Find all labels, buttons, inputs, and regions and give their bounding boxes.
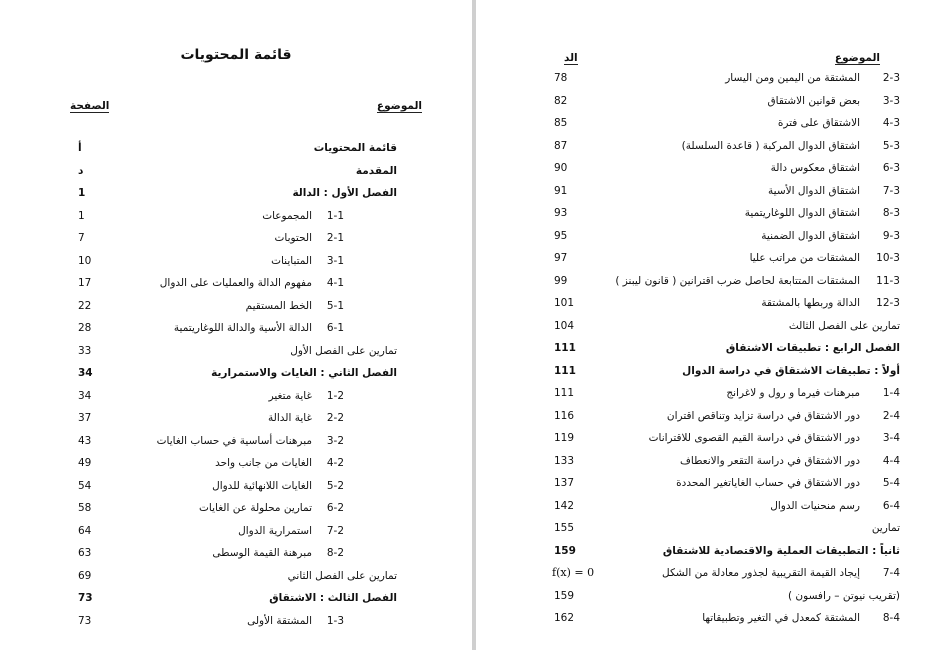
toc-page-number: 85 <box>554 117 568 129</box>
toc-section-number: 5-3 <box>882 139 900 152</box>
toc-page-number: 64 <box>78 524 92 537</box>
toc-entry <box>0 296 472 316</box>
toc-section-number: 2-3 <box>882 72 900 84</box>
toc-section-number: 3-4 <box>882 432 900 444</box>
toc-entry-title: مبرهنة القيمة الوسطى <box>212 547 312 559</box>
toc-entry-title: المقدمة <box>355 164 397 177</box>
toc-page-number: 137 <box>554 477 575 489</box>
toc-entry-title: دور الاشتقاق في دراسة القيم القصوى للاقترانات <box>648 432 860 444</box>
toc-entry <box>476 338 950 358</box>
toc-entry-title: تمارين على الفصل الأول <box>290 344 397 357</box>
toc-entry <box>476 91 950 111</box>
page-title: قائمة المحتويات <box>180 47 292 63</box>
toc-section-number: 2-4 <box>882 409 900 422</box>
toc-page-number: 159 <box>554 544 576 557</box>
toc-entry-title: (تقريب نيوتن – رافسون ) <box>788 589 900 602</box>
toc-page-number: 97 <box>554 252 568 264</box>
header-page: الصفحة <box>70 100 110 112</box>
toc-page-number: 133 <box>554 454 575 467</box>
toc-entry <box>476 181 950 201</box>
toc-section-number: 3-3 <box>882 94 900 107</box>
toc-page-number: 73 <box>78 614 92 627</box>
header-topic: الموضوع <box>834 52 880 64</box>
toc-entry-title: الاشتقاق على فترة <box>777 117 860 129</box>
toc-entry-title: المشتقات من مراتب عليا <box>749 252 860 264</box>
toc-entry <box>0 206 472 226</box>
toc-entry-title: دور الاشتقاق في دراسة التقعر والانعطاف <box>679 454 860 467</box>
toc-entry-title: تمارين محلولة عن الغايات <box>199 502 312 514</box>
toc-page-number: 111 <box>554 387 575 399</box>
toc-page-number: 63 <box>78 547 92 559</box>
toc-entry-title: إيجاد القيمة التقريبية لجذور معادلة من الشكل <box>662 567 860 579</box>
toc-page-number: أ <box>78 142 82 154</box>
toc-entry <box>0 543 472 563</box>
toc-page-number: د <box>78 164 84 177</box>
toc-entry <box>476 563 950 583</box>
toc-entry <box>476 136 950 156</box>
toc-entry-title: الفصل الأول : الدالة <box>292 187 397 199</box>
toc-section-number: 1-4 <box>882 387 900 399</box>
toc-entry <box>476 293 950 313</box>
toc-page-number: 34 <box>78 367 93 379</box>
toc-section-number: 6-4 <box>882 499 900 512</box>
toc-entry <box>0 251 472 271</box>
toc-entry <box>0 453 472 473</box>
toc-formula: f(x) = 0 <box>552 566 595 579</box>
toc-entry <box>476 271 950 291</box>
toc-page-number: 90 <box>554 162 568 174</box>
toc-page-number: 155 <box>554 522 575 534</box>
toc-entry-title: الخط المستقيم <box>245 299 312 312</box>
toc-entry-title: المشتقات المتتابعة لحاصل ضرب اقترانين ( قانون ليبنز ) <box>615 274 860 287</box>
toc-entry-title: تمارين <box>871 522 900 534</box>
toc-entry <box>0 138 472 158</box>
toc-page-number: 17 <box>78 277 92 289</box>
toc-entry-title: أولاً : تطبيقات الاشتقاق في دراسة الدوال <box>682 364 900 377</box>
toc-section-number: 10-3 <box>876 252 900 264</box>
toc-page-number: 54 <box>78 479 92 492</box>
toc-entry <box>476 473 950 493</box>
toc-section-number: 8-4 <box>882 612 900 624</box>
toc-entry-title: المجموعات <box>262 209 312 222</box>
toc-page-number: 1 <box>78 187 86 199</box>
toc-entry-title: مبرهنات أساسية في حساب الغايات <box>156 434 312 447</box>
toc-entry-title: المشتقة من اليمين ومن اليسار <box>725 72 860 84</box>
toc-section-number: 1-1 <box>326 209 344 222</box>
toc-entry <box>476 158 950 178</box>
toc-entry <box>476 361 950 381</box>
toc-entry <box>476 608 950 628</box>
toc-page-number: 95 <box>554 229 568 242</box>
toc-page-number: 78 <box>554 72 568 84</box>
toc-section-number: 2-1 <box>326 232 344 244</box>
toc-entry <box>476 68 950 88</box>
toc-section-number: 6-1 <box>326 322 344 334</box>
toc-section-number: 1-3 <box>326 614 344 627</box>
toc-entry <box>0 363 472 383</box>
toc-entry <box>476 586 950 606</box>
toc-section-number: 4-3 <box>882 117 900 129</box>
toc-entry <box>0 408 472 428</box>
toc-entry <box>476 383 950 403</box>
toc-section-number: 5-4 <box>882 477 900 489</box>
toc-page-number: 58 <box>78 502 92 514</box>
toc-entry <box>0 476 472 496</box>
toc-page-number: 101 <box>554 297 575 309</box>
toc-entry-title: المشتقة الأولى <box>247 614 312 627</box>
toc-page-number: 111 <box>554 364 576 377</box>
toc-entry-title: قائمة المحتويات <box>313 142 397 154</box>
toc-page-number: 28 <box>78 322 92 334</box>
toc-page-number: 116 <box>554 409 575 422</box>
toc-entry-title: اشتقاق الدوال اللوغاريتمية <box>744 207 860 219</box>
toc-entry-title: اشتقاق معكوس دالة <box>770 162 860 174</box>
toc-entry <box>0 521 472 541</box>
toc-section-number: 5-1 <box>326 299 344 312</box>
header-topic: الموضوع <box>376 100 422 112</box>
toc-section-number: 2-2 <box>326 412 344 424</box>
toc-section-number: 8-2 <box>326 547 344 559</box>
toc-page-number: 111 <box>554 342 576 354</box>
toc-entry <box>476 541 950 561</box>
toc-section-number: 6-3 <box>882 162 900 174</box>
toc-entry-title: مبرهنات فيرما و رول و لاغرانج <box>726 387 860 399</box>
toc-page-number: 69 <box>78 569 92 582</box>
toc-page-number: 82 <box>554 94 568 107</box>
toc-entry <box>476 518 950 538</box>
toc-entry <box>0 341 472 361</box>
toc-page-number: 22 <box>78 299 92 312</box>
toc-page-number: 162 <box>554 612 575 624</box>
toc-section-number: 7-3 <box>882 184 900 197</box>
toc-entry <box>476 226 950 246</box>
toc-page-number: 142 <box>554 499 575 512</box>
toc-section-number: 5-2 <box>326 479 344 492</box>
toc-entry <box>0 386 472 406</box>
toc-section-number: 4-4 <box>882 454 900 467</box>
toc-section-number: 1-2 <box>326 389 344 402</box>
toc-entry-title: المتباينات <box>271 254 312 267</box>
toc-entry <box>476 428 950 448</box>
toc-entry <box>0 161 472 181</box>
toc-entry <box>0 228 472 248</box>
toc-section-number: 11-3 <box>876 274 900 287</box>
toc-entry-title: الفصل الثاني : الغايات والاستمرارية <box>211 367 397 379</box>
toc-entry-title: اشتقاق الدوال الضمنية <box>761 229 860 242</box>
toc-entry-title: غاية متغير <box>268 389 312 402</box>
toc-entry-title: دور الاشتقاق في دراسة تزايد وتناقص اقتران <box>666 409 860 422</box>
toc-page-number: 91 <box>554 184 568 197</box>
toc-section-number: 4-1 <box>326 277 344 289</box>
toc-entry <box>476 113 950 133</box>
toc-entry-title: استمرارية الدوال <box>238 524 312 537</box>
toc-page-number: 49 <box>78 457 92 469</box>
toc-page-number: 10 <box>78 254 92 267</box>
toc-entry <box>476 406 950 426</box>
toc-entry <box>476 203 950 223</box>
toc-page-number: 1 <box>78 209 85 222</box>
toc-page-number: 99 <box>554 274 568 287</box>
toc-section-number: 9-3 <box>882 229 900 242</box>
toc-entry-title: ثانياً : التطبيقات العملية والاقتصادية للاشتقاق <box>662 544 900 557</box>
toc-entry <box>476 496 950 516</box>
toc-entry-title: تمارين على الفصل الثاني <box>287 569 397 582</box>
toc-page-number: 34 <box>78 389 92 402</box>
toc-entry-title: الغايات من جانب واحد <box>215 457 312 469</box>
toc-entry-title: مفهوم الدالة والعمليات على الدوال <box>159 277 312 289</box>
toc-page-number: 73 <box>78 592 93 604</box>
toc-page-number: 87 <box>554 139 568 152</box>
toc-entry <box>0 431 472 451</box>
toc-page-number: 159 <box>554 589 575 602</box>
toc-entry <box>0 588 472 608</box>
left-page <box>0 0 472 650</box>
toc-section-number: 6-2 <box>326 502 344 514</box>
toc-page-number: 33 <box>78 344 92 357</box>
toc-entry-title: غاية الدالة <box>268 412 312 424</box>
toc-entry <box>0 498 472 518</box>
toc-page-number: 37 <box>78 412 92 424</box>
toc-section-number: 7-4 <box>882 567 900 579</box>
toc-entry-title: الحتوبات <box>274 232 312 244</box>
toc-entry-title: اشتقاق الدوال المركبة ( قاعدة السلسلة) <box>681 139 860 152</box>
toc-entry <box>0 318 472 338</box>
toc-entry <box>0 566 472 586</box>
toc-entry-title: الفصل الثالث : الاشتقاق <box>269 592 397 604</box>
toc-section-number: 12-3 <box>876 297 900 309</box>
toc-entry <box>0 273 472 293</box>
toc-entry <box>0 611 472 631</box>
toc-entry-title: الدالة وربطها بالمشتقة <box>761 297 860 309</box>
toc-page-number: 93 <box>554 207 568 219</box>
toc-page-number: 43 <box>78 434 92 447</box>
toc-entry <box>476 248 950 268</box>
toc-entry <box>0 183 472 203</box>
right-page <box>476 0 950 650</box>
toc-page-number: 7 <box>78 232 85 244</box>
toc-page-number: 104 <box>554 319 575 332</box>
toc-entry-title: الدالة الأسية والدالة اللوغاريتمية <box>173 322 312 334</box>
toc-page-number: 119 <box>554 432 575 444</box>
toc-section-number: 7-2 <box>326 524 344 537</box>
toc-entry-title: بعض قوانين الاشتقاق <box>767 94 860 107</box>
toc-entry-title: الفصل الرابع : تطبيقات الاشتقاق <box>725 342 900 354</box>
toc-section-number: 3-1 <box>326 254 344 267</box>
toc-entry-title: تمارين على الفصل الثالث <box>788 319 900 332</box>
toc-entry <box>476 451 950 471</box>
toc-section-number: 8-3 <box>882 207 900 219</box>
toc-entry-title: المشتقة كمعدل في التغير وتطبيقاتها <box>702 612 860 624</box>
header-page: الد <box>564 52 578 64</box>
toc-entry-title: الغايات اللانهائية للدوال <box>212 479 312 492</box>
toc-entry-title: دور الاشتقاق في حساب الغاياتغير المحددة <box>676 477 860 489</box>
toc-entry-title: اشتقاق الدوال الأسية <box>768 184 860 197</box>
toc-entry <box>476 316 950 336</box>
toc-entry-title: رسم منحنيات الدوال <box>770 499 860 512</box>
toc-section-number: 3-2 <box>326 434 344 447</box>
toc-section-number: 4-2 <box>326 457 344 469</box>
